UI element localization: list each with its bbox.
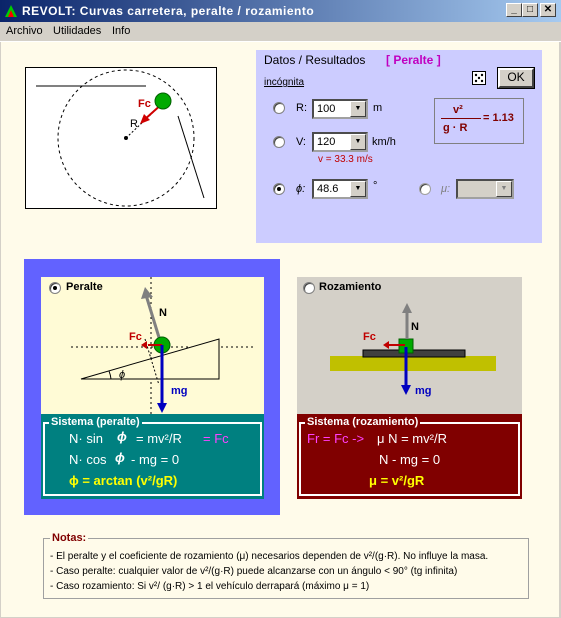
peralte-eq2b: ϕ <box>115 450 125 465</box>
radio-phi[interactable] <box>273 183 285 195</box>
formula-num: v² <box>453 104 463 116</box>
curve-diagram <box>25 67 217 209</box>
formula-den: g · R <box>443 122 468 134</box>
peralte-eq1a: N· sin <box>69 431 103 446</box>
peralte-label: Peralte <box>66 281 103 293</box>
peralte-n-label: N <box>159 307 167 319</box>
peralte-eq1d: = Fc <box>203 431 229 446</box>
peralte-panel <box>24 259 280 515</box>
minimize-button[interactable]: _ <box>506 3 522 17</box>
peralte-phi-label: ϕ <box>119 369 126 381</box>
main-area <box>1 42 559 617</box>
r-label: R: <box>296 102 307 114</box>
r-select[interactable]: 100 ▼ <box>312 99 368 119</box>
menu-utilidades[interactable]: Utilidades <box>53 25 102 37</box>
rozamiento-label: Rozamiento <box>319 281 382 293</box>
nota-1: - El peralte y el coeficiente de rozamiento (μ) necesarios dependen de v²/(g·R). No influye la masa. <box>50 551 489 562</box>
chevron-down-icon: ▼ <box>350 181 366 197</box>
r-unit: m <box>373 102 383 114</box>
nota-3: - Caso rozamiento: Si v²/ (g·R) > 1 el vehículo derrapará (máximo μ = 1) <box>50 581 370 592</box>
v-select[interactable]: 120 ▼ <box>312 132 368 152</box>
radio-v[interactable] <box>273 136 285 148</box>
rozamiento-diagram <box>297 277 522 414</box>
peralte-diagram <box>41 277 264 414</box>
mode-label: [ Peralte ] <box>386 53 441 67</box>
menu-info[interactable]: Info <box>112 25 131 37</box>
phi-label: ϕ: <box>296 183 306 195</box>
radio-peralte[interactable] <box>49 282 61 294</box>
incognita-label: incógnita <box>264 77 305 88</box>
notas-title: Notas: <box>52 532 87 544</box>
rozamiento-system <box>297 414 522 499</box>
chevron-down-icon: ▼ <box>350 101 366 117</box>
formula-box <box>434 98 524 144</box>
radio-rozamiento[interactable] <box>303 282 315 294</box>
rozamiento-eq1b: μ N = mv²/R <box>377 431 447 446</box>
v-unit: km/h <box>372 136 396 148</box>
rozamiento-mg-label: mg <box>415 385 432 397</box>
peralte-eq1c: = mv²/R <box>136 431 182 446</box>
dice-icon[interactable] <box>472 71 486 85</box>
mu-select[interactable] <box>456 179 514 199</box>
app-icon <box>3 3 19 19</box>
ok-button[interactable]: OK <box>498 68 534 88</box>
chevron-down-icon: ▼ <box>496 181 512 197</box>
peralte-system-title: Sistema (peralte) <box>51 416 140 428</box>
v-label: V: <box>296 136 306 148</box>
close-button[interactable]: ✕ <box>540 3 556 17</box>
curve-fc-label: Fc <box>138 98 151 110</box>
peralte-eq2c: - mg = 0 <box>131 452 180 467</box>
maximize-button[interactable]: □ <box>522 3 538 17</box>
datos-title: Datos / Resultados <box>264 53 366 67</box>
rozamiento-eq3: μ = v²/gR <box>369 473 425 488</box>
peralte-mg-label: mg <box>171 385 188 397</box>
mu-label: μ: <box>441 183 451 195</box>
title-bar <box>0 0 561 22</box>
radio-mu[interactable] <box>419 183 431 195</box>
datos-panel <box>256 50 546 243</box>
rozamiento-fc-label: Fc <box>363 331 376 343</box>
rozamiento-eq1a: Fr = Fc -> <box>307 431 365 446</box>
nota-2: - Caso peralte: cualquier valor de v²/(g·R) puede alcanzarse con un ángulo < 90° (tg infinita) <box>50 566 458 577</box>
peralte-fc-label: Fc <box>129 331 142 343</box>
chevron-down-icon: ▼ <box>350 134 366 150</box>
phi-select[interactable]: 48.6 ▼ <box>312 179 368 199</box>
v-conversion: v = 33.3 m/s <box>318 154 373 165</box>
window-title: REVOLT: Curvas carretera, peralte / rozamiento <box>22 4 315 18</box>
peralte-eq2a: N· cos <box>69 452 107 467</box>
phi-unit: ° <box>373 180 378 192</box>
menu-bar <box>0 22 561 42</box>
notas-box <box>43 532 529 599</box>
formula-result: = 1.13 <box>483 112 514 124</box>
radio-r[interactable] <box>273 102 285 114</box>
menu-archivo[interactable]: Archivo <box>6 25 43 37</box>
peralte-eq3: ϕ = arctan (v²/gR) <box>69 473 178 488</box>
rozamiento-eq2: N - mg = 0 <box>379 452 441 467</box>
rozamiento-system-title: Sistema (rozamiento) <box>307 416 419 428</box>
peralte-system <box>41 414 264 499</box>
curve-r-label: R <box>130 118 138 130</box>
rozamiento-n-label: N <box>411 321 419 333</box>
peralte-eq1b: ϕ <box>117 429 127 444</box>
